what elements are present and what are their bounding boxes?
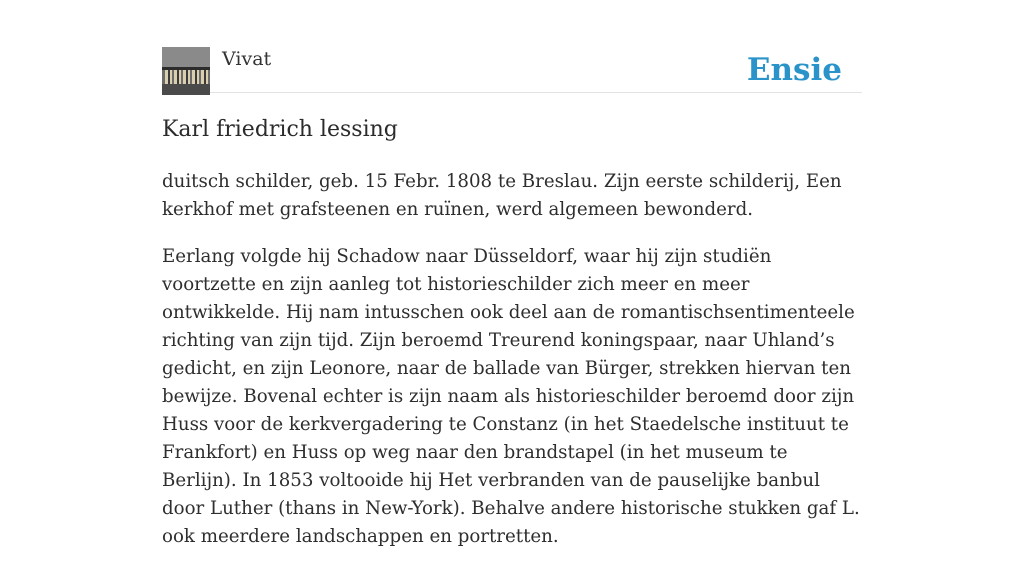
brand-logo[interactable]: Ensie — [746, 52, 842, 88]
avatar[interactable] — [162, 47, 210, 95]
bookshelf-icon — [162, 47, 210, 95]
paragraph: duitsch schilder, geb. 15 Febr. 1808 te Breslau. Zijn eerste schilderij, Een kerkhof met grafsteenen en ruïnen, werd algemeen bewonderd. — [162, 171, 842, 220]
page-title: Karl friedrich lessing — [162, 117, 398, 142]
header — [162, 46, 862, 93]
author-link[interactable]: Vivat — [222, 48, 272, 70]
article-body — [162, 168, 862, 570]
paragraph: Eerlang volgde hij Schadow naar Düsseldorf, waar hij zijn studiën voortzette en zijn aanleg tot historieschilder zich meer en meer ontwikkelde. Hij nam intusschen ook deel aan de romantischsentimenteele richting van zijn tijd. Zijn beroemd Treurend koningspaar, naar Uhland’s gedicht, en zijn Leonore, naar de ballade van Bürger, strekken hiervan ten bewijze. Bovenal echter is zijn naam als historieschilder beroemd door zijn Huss voor de kerkvergadering te Constanz (in het Staedelsche instituut te Frankfort) en Huss op weg naar den brandstapel (in het museum te Berlijn). In 1853 voltooide hij Het verbranden van de pauselijke banbul door Luther (thans in New-York). Behalve andere historische stukken gaf L. ook meerdere landschappen en portretten. — [162, 246, 860, 547]
